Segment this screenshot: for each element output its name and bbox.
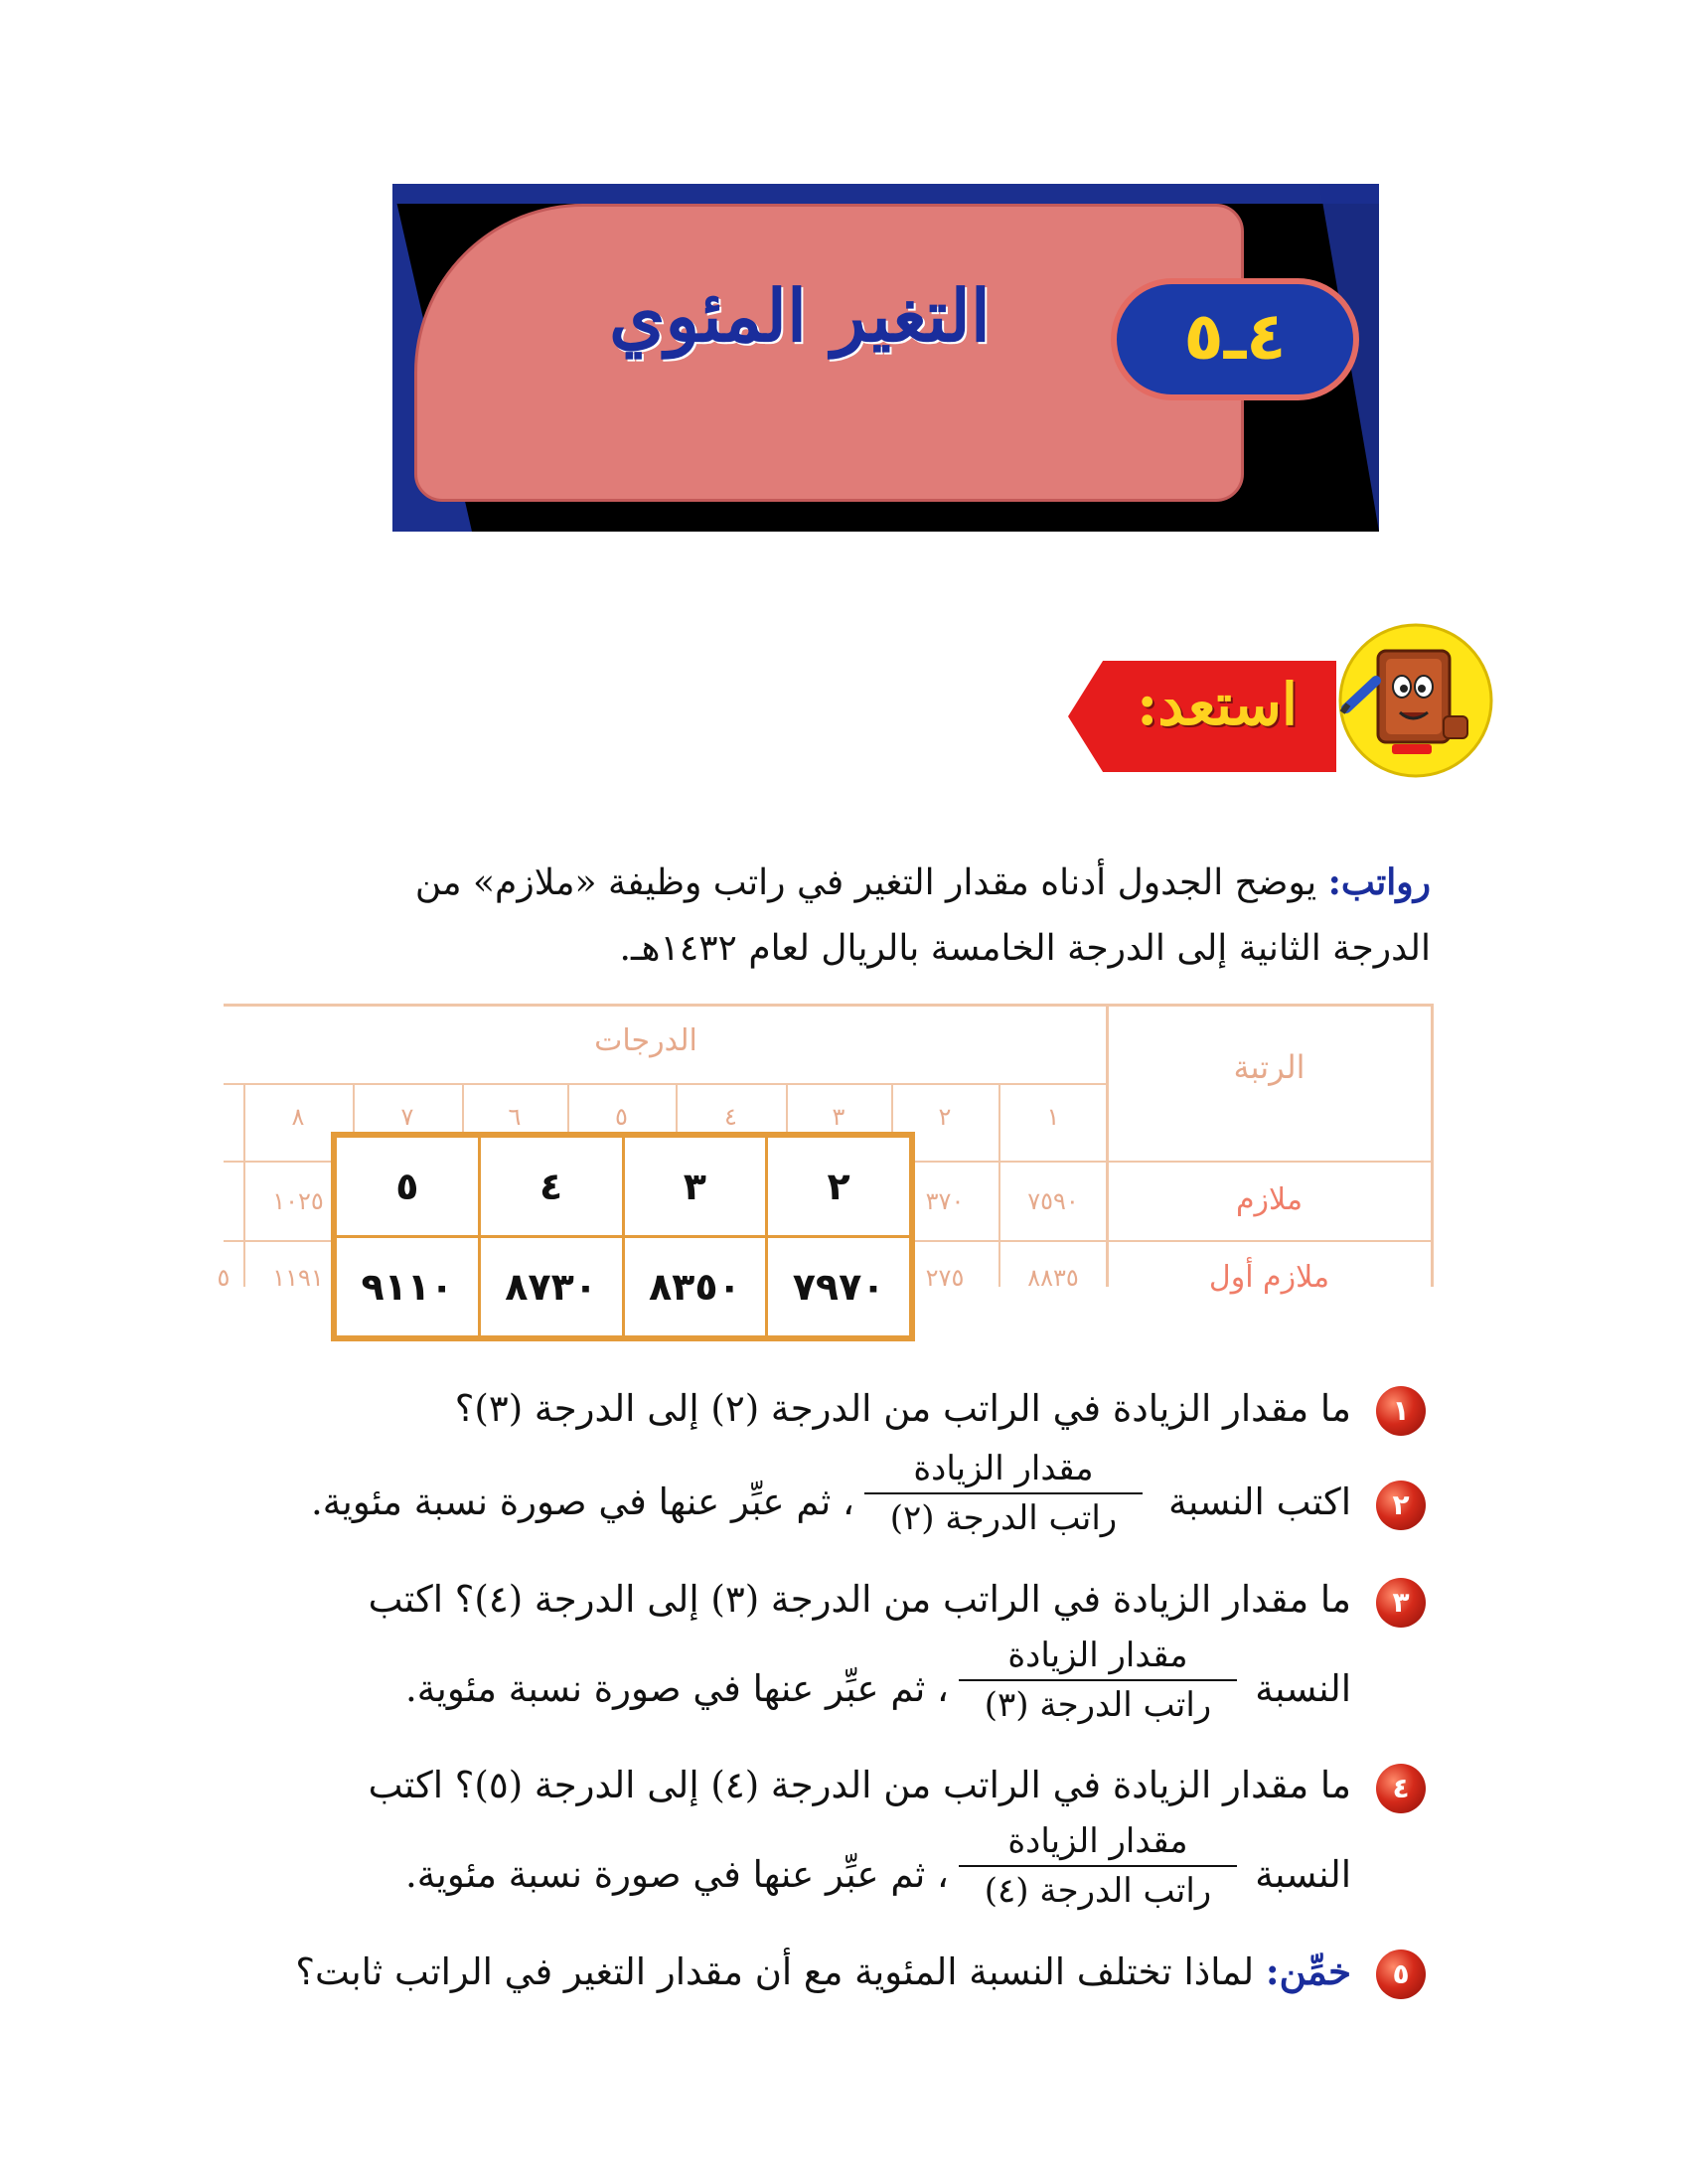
question-4-after: ، ثم عبِّر عنها في صورة نسبة مئوية. [404, 1853, 949, 1896]
intro-line-1-text: يوضح الجدول أدناه مقدار التغير في راتب وظيفة «ملازم» من [414, 862, 1317, 903]
salary-cell: ٨٣٥٠ [623, 1237, 767, 1337]
fraction-numerator: مقدار الزيادة [959, 1636, 1237, 1681]
guess-keyword: خمِّن: [1265, 1950, 1351, 1993]
salary-cell: ٨٧٣٠ [479, 1237, 623, 1337]
row-label-lieutenant: ملازم [1235, 1182, 1304, 1217]
question-3-before: النسبة [1255, 1667, 1351, 1710]
grade-number: ٢ [938, 1103, 952, 1131]
question-number-badge: ١ [1376, 1386, 1426, 1436]
ratio-fraction [959, 1636, 1237, 1725]
salary-cell: ٢٧٥ [925, 1264, 965, 1292]
intro-paragraph [318, 850, 1431, 982]
fraction-denominator: راتب الدرجة (٢) [889, 1498, 1118, 1538]
fraction-numerator: مقدار الزيادة [864, 1449, 1143, 1494]
lesson-number-badge [1111, 278, 1359, 400]
salary-cell: ١٠٢٥ [272, 1187, 324, 1215]
intro-line-2: الدرجة الثانية إلى الدرجة الخامسة بالريال لعام ١٤٣٢هـ. [619, 928, 1431, 969]
salary-cell: ٥ [217, 1264, 230, 1292]
question-4-line-1: ما مقدار الزيادة في الراتب من الدرجة (٤) إلى الدرجة (٥)؟ اكتب [368, 1764, 1351, 1806]
grade-number: ٣ [832, 1103, 845, 1131]
question-3-line-1: ما مقدار الزيادة في الراتب من الدرجة (٣) إلى الدرجة (٤)؟ اكتب [368, 1578, 1351, 1621]
grade-number: ١ [1046, 1103, 1060, 1131]
question-1-text: ما مقدار الزيادة في الراتب من الدرجة (٢) إلى الدرجة (٣)؟ [454, 1387, 1351, 1430]
grade-cell: ٣ [623, 1137, 767, 1237]
salary-cell: ٧٥٩٠ [1027, 1187, 1079, 1215]
salaries-row [336, 1237, 911, 1337]
row-label-first-lieutenant: ملازم أول [1208, 1260, 1330, 1295]
grade-number: ٤ [724, 1103, 737, 1131]
question-5 [295, 1950, 1351, 1993]
salary-cell: ٧٩٧٠ [767, 1237, 911, 1337]
question-5-text: لماذا تختلف النسبة المئوية مع أن مقدار التغير في الراتب ثابت؟ [295, 1950, 1255, 1993]
grade-cell: ٤ [479, 1137, 623, 1237]
salary-cell: ٣٧٠ [925, 1187, 965, 1215]
question-number-badge: ٢ [1376, 1481, 1426, 1530]
lesson-number: ٤ـ٥ [1183, 298, 1287, 375]
intro-line-1 [318, 850, 1431, 916]
salary-cell: ٨٨٣٥ [1027, 1264, 1079, 1292]
lesson-title-banner [392, 184, 1379, 532]
ratio-fraction [864, 1449, 1143, 1538]
banner-top-strip [392, 184, 1379, 204]
salary-cell: ١١٩١ [272, 1264, 324, 1292]
grades-header: الدرجات [594, 1023, 697, 1058]
fraction-numerator: مقدار الزيادة [959, 1821, 1237, 1867]
salary-table [334, 1135, 912, 1338]
salary-cell: ٩١١٠ [336, 1237, 480, 1337]
rank-header: الرتبة [1233, 1048, 1305, 1086]
question-3-after: ، ثم عبِّر عنها في صورة نسبة مئوية. [404, 1667, 949, 1710]
grade-number: ٧ [400, 1103, 414, 1131]
book-mascot-icon [1316, 621, 1493, 780]
fraction-denominator: راتب الدرجة (٤) [984, 1871, 1212, 1911]
grade-number: ٦ [508, 1103, 522, 1131]
fraction-denominator: راتب الدرجة (٣) [984, 1685, 1212, 1725]
question-number-badge: ٣ [1376, 1578, 1426, 1628]
grade-number: ٥ [615, 1103, 628, 1131]
question-4-before: النسبة [1255, 1853, 1351, 1896]
question-2-before: اكتب النسبة [1168, 1481, 1351, 1523]
grades-row [336, 1137, 911, 1237]
question-number-badge: ٥ [1376, 1950, 1426, 1999]
grade-cell: ٢ [767, 1137, 911, 1237]
prepare-label: استعد: [1136, 671, 1299, 738]
grade-cell: ٥ [336, 1137, 480, 1237]
question-2-after: ، ثم عبِّر عنها في صورة نسبة مئوية. [310, 1481, 854, 1523]
grade-number: ٨ [291, 1103, 305, 1131]
question-number-badge: ٤ [1376, 1764, 1426, 1813]
intro-keyword: رواتب: [1327, 861, 1431, 903]
ratio-fraction [959, 1821, 1237, 1911]
lesson-title: التغير المئوي [609, 273, 991, 358]
